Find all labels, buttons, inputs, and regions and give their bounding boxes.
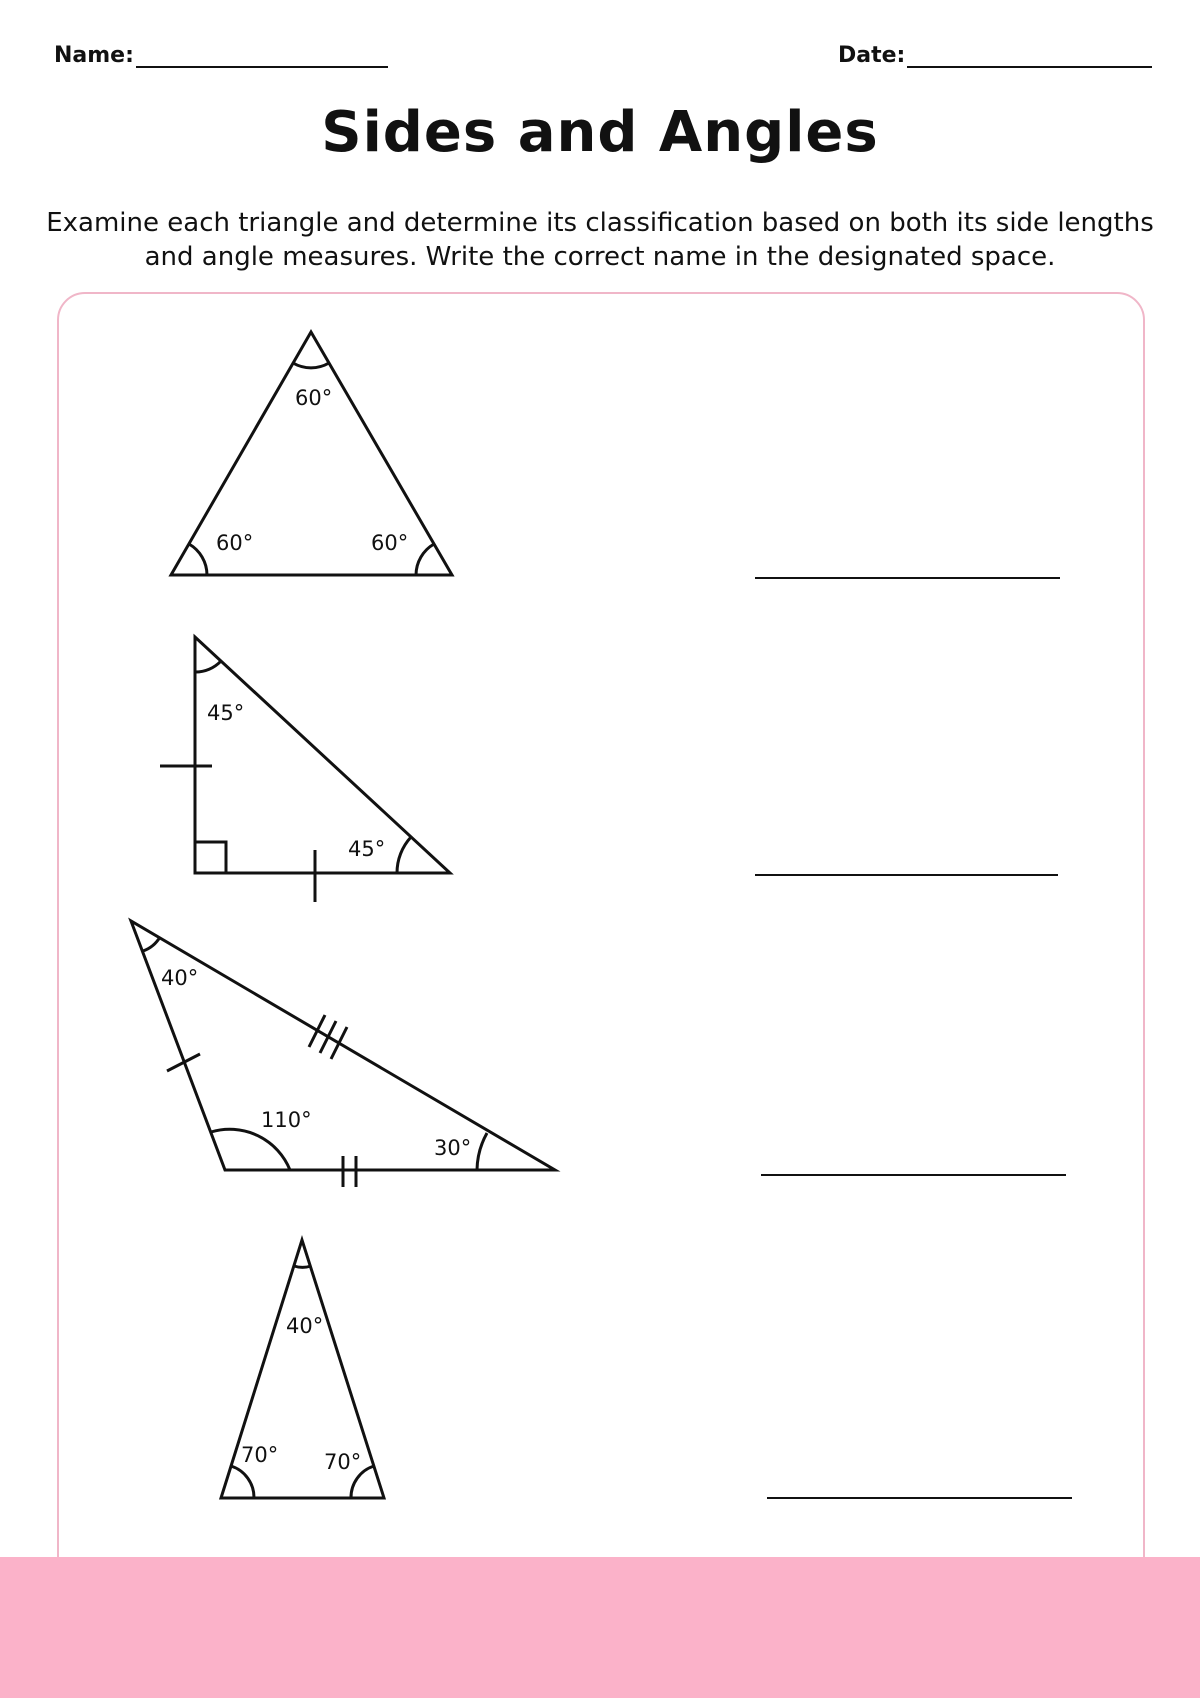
triangle-3	[131, 921, 555, 1187]
angle-label: 40°	[161, 966, 199, 990]
angle-label: 110°	[261, 1108, 312, 1132]
angle-arc	[416, 544, 434, 575]
triangle-2-shape	[195, 637, 450, 873]
angle-label: 45°	[207, 701, 245, 725]
angle-label: 70°	[324, 1450, 362, 1474]
answer-line-2[interactable]	[755, 874, 1058, 876]
angle-label: 60°	[371, 531, 409, 555]
footer-band	[0, 1557, 1200, 1698]
angle-arc	[231, 1466, 254, 1498]
answer-line-1[interactable]	[755, 577, 1060, 579]
angle-arc	[189, 544, 207, 575]
angle-arc	[477, 1133, 487, 1170]
page-title: Sides and Angles	[321, 100, 879, 165]
angle-arc	[293, 363, 329, 368]
angle-label: 60°	[295, 386, 333, 410]
tick-mark	[309, 1015, 325, 1047]
angle-label: 40°	[286, 1314, 324, 1338]
angle-arc	[397, 837, 411, 873]
angle-arc	[195, 661, 221, 672]
angle-arc	[294, 1266, 311, 1267]
answer-line-4[interactable]	[767, 1497, 1072, 1499]
right-angle-mark	[195, 842, 226, 873]
answer-line-3[interactable]	[761, 1174, 1066, 1176]
tick-mark	[331, 1027, 347, 1059]
angle-label: 70°	[241, 1443, 279, 1467]
tick-mark	[320, 1021, 336, 1053]
triangle-2	[160, 637, 450, 902]
angle-label: 30°	[434, 1136, 472, 1160]
angle-label: 45°	[348, 837, 386, 861]
date-label: Date:	[838, 43, 906, 68]
triangle-3-shape	[131, 921, 555, 1170]
angle-label: 60°	[216, 531, 254, 555]
triangle-1	[171, 332, 452, 575]
instructions: Examine each triangle and determine its classification based on both its side lengths and angle measures. Write the correct name in the designated space.	[46, 208, 1154, 272]
name-label: Name:	[54, 43, 134, 68]
angle-arc	[143, 937, 160, 951]
